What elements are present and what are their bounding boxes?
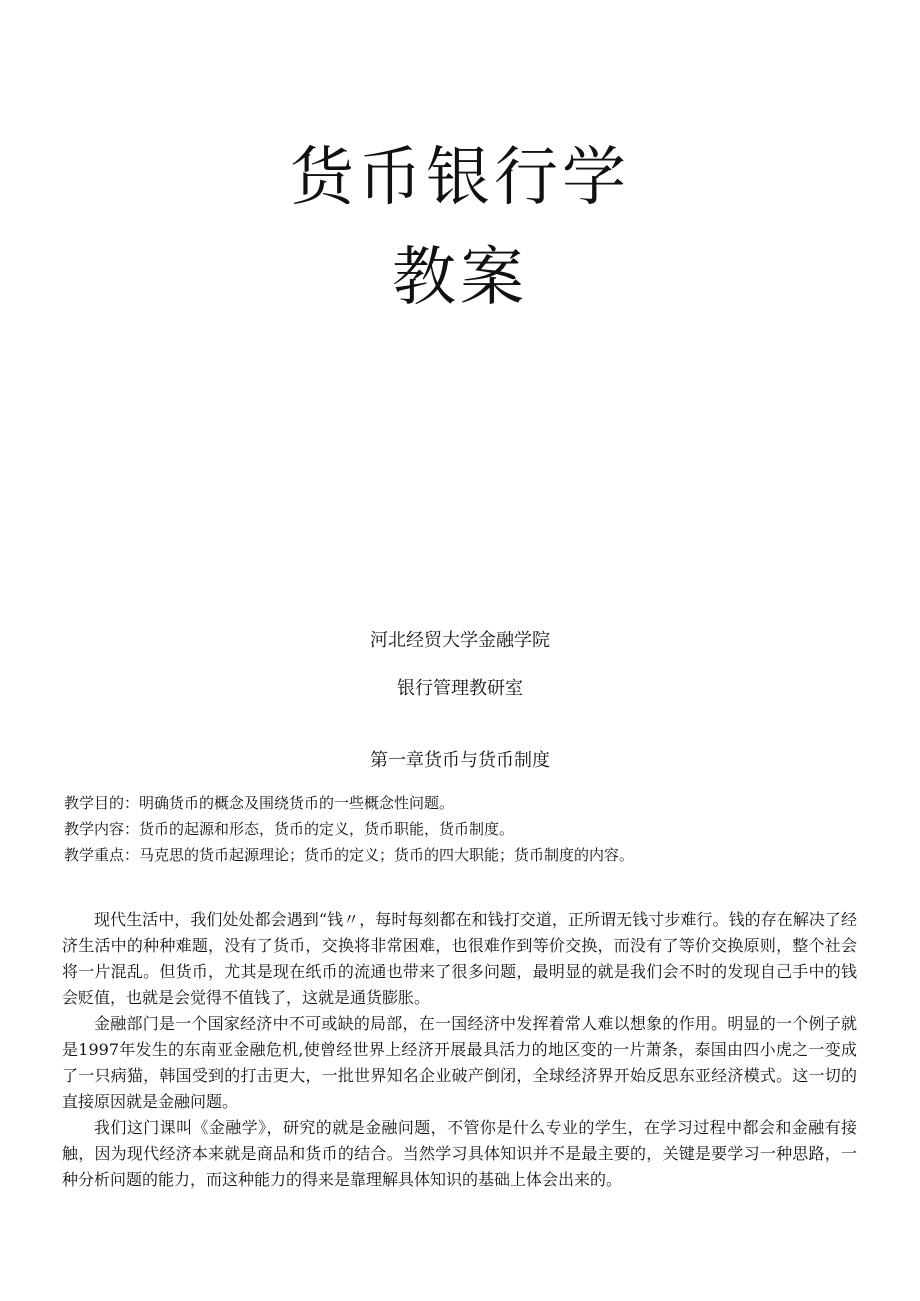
- college-name: 河北经贸大学金融学院: [370, 630, 550, 651]
- teaching-content: 教学内容：货币的起源和形态，货币的定义，货币职能，货币制度。: [64, 820, 515, 838]
- teaching-objectives: [64, 790, 864, 868]
- document-subtitle: 教案: [392, 241, 528, 315]
- teaching-purpose: 教学目的：明确货币的概念及围绕货币的一些概念性问题。: [64, 794, 455, 812]
- body-paragraph: 我们这门课叫《金融学》，研究的就是金融问题，不管你是什么专业的学生，在学习过程中都会和金融有接触，因为现代经济本来就是商品和货币的结合。当然学习具体知识并不是最主要的，关键是要学习一种思路，一种分析问题的能力，而这种能力的得来是靠理解具体知识的基础上体会出来的。: [62, 1118, 857, 1189]
- body-text: [62, 907, 857, 1193]
- body-paragraph: 金融部门是一个国家经济中不可或缺的局部，在一国经济中发挥着常人难以想象的作用。明显的一个例子就是1997年发生的东南亚金融危机,使曾经世界上经济开展最具活力的地区变的一片萧条，泰国由四小虎之一变成了一只病猫，韩国受到的打击更大，一批世界知名企业破产倒闭，全球经济界开始反思东亚经济模式。这一切的直接原因就是金融问题。: [62, 1014, 857, 1111]
- teaching-focus: 教学重点：马克思的货币起源理论；货币的定义；货币的四大职能；货币制度的内容。: [64, 846, 635, 864]
- department-name: 银行管理教研室: [397, 678, 523, 699]
- chapter-heading: 第一章货币与货币制度: [370, 750, 550, 771]
- document-title: 货币银行学: [290, 141, 630, 215]
- body-paragraph: 现代生活中，我们处处都会遇到“钱〃，每时每刻都在和钱打交道，正所谓无钱寸步难行。钱的存在解决了经济生活中的种种难题，没有了货币，交换将非常困难，也很难作到等价交换，而没有了等价交换原则，整个社会将一片混乱。但货币，尤其是现在纸币的流通也带来了很多问题，最明显的就是我们会不时的发现自己手中的钱会贬值，也就是会觉得不值钱了，这就是通货膨胀。: [62, 910, 857, 1007]
